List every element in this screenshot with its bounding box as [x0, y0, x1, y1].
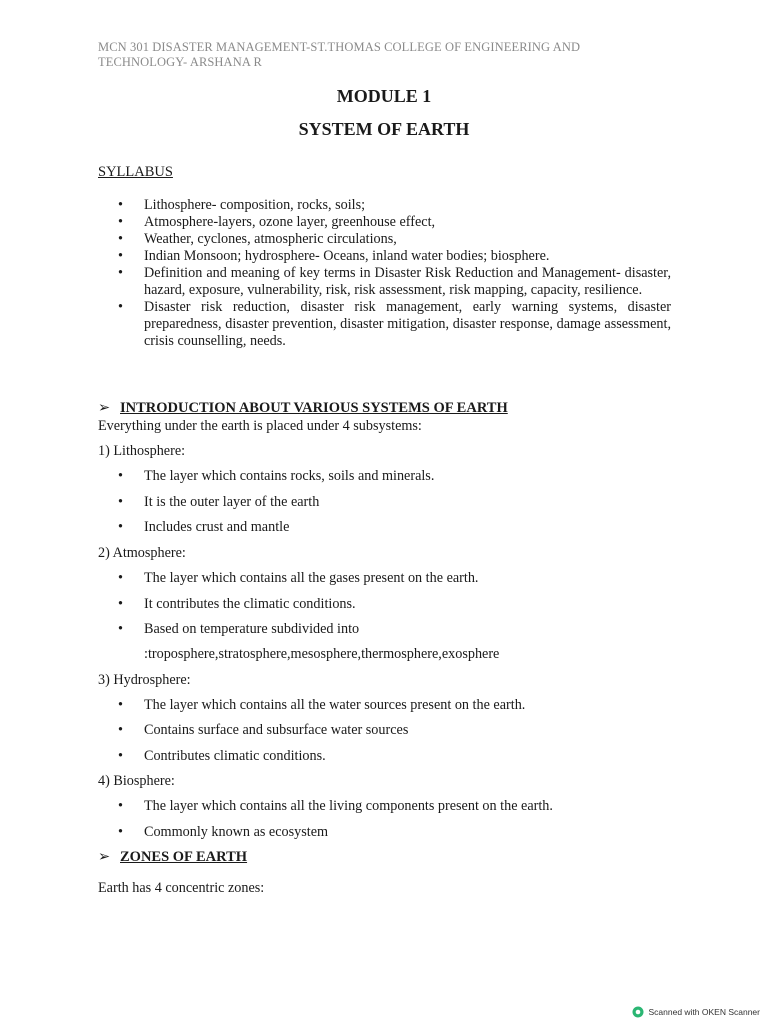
introduction-text: Everything under the earth is placed under 4 subsystems: [98, 418, 422, 434]
list-item: • Based on temperature subdivided into [118, 621, 360, 637]
list-item: • The layer which contains all the living components present on the earth. [118, 798, 553, 814]
syllabus-item: • Lithosphere- composition, rocks, soils; [98, 197, 671, 214]
list-item: • The layer which contains rocks, soils and minerals. [118, 468, 435, 484]
scanner-watermark [632, 1006, 760, 1018]
oken-scanner-logo-icon [632, 1006, 644, 1018]
bullet-icon: • [118, 697, 123, 713]
bullet-icon: • [118, 722, 123, 738]
syllabus-item: • Weather, cyclones, atmospheric circulations, [98, 231, 671, 248]
bullet-icon: • [118, 570, 123, 586]
subsystem-title-biosphere: 4) Biosphere: [98, 773, 175, 789]
subsystem-title-atmosphere: 2) Atmosphere: [98, 545, 186, 561]
subsystem-title-lithosphere: 1) Lithosphere: [98, 443, 186, 459]
syllabus-item: • Definition and meaning of key terms in Disaster Risk Reduction and Management- disaster, hazard, exposure, vulnerability, risk, risk assessment, risk mapping, capacity, resilience. [98, 265, 671, 299]
zones-text: Earth has 4 concentric zones: [98, 880, 265, 896]
zones-heading [98, 849, 247, 866]
bullet-icon: • [118, 798, 123, 814]
document-header-line-1: MCN 301 DISASTER MANAGEMENT-ST.THOMAS COLLEGE OF ENGINEERING AND [98, 40, 581, 54]
introduction-heading-text: INTRODUCTION ABOUT VARIOUS SYSTEMS OF EARTH [120, 400, 508, 416]
scanner-text: Scanned with OKEN Scanner [648, 1007, 760, 1017]
introduction-heading [98, 400, 508, 417]
system-title: SYSTEM OF EARTH [298, 119, 470, 139]
arrow-bullet-icon: ➢ [98, 849, 111, 865]
document-header-line-2: TECHNOLOGY- ARSHANA R [98, 55, 262, 69]
list-item: • It is the outer layer of the earth [118, 494, 320, 510]
bullet-icon: • [118, 468, 123, 484]
bullet-icon: • [118, 824, 123, 840]
list-item: • Commonly known as ecosystem [118, 824, 329, 840]
module-title: MODULE 1 [336, 86, 432, 106]
list-item: • The layer which contains all the water sources present on the earth. [118, 697, 526, 713]
arrow-bullet-icon: ➢ [98, 400, 111, 416]
list-item: • Includes crust and mantle [118, 519, 290, 535]
list-item-continuation: :troposphere,stratosphere,mesosphere,thermosphere,exosphere [144, 646, 500, 662]
list-item: • The layer which contains all the gases present on the earth. [118, 570, 479, 586]
syllabus-item: • Disaster risk reduction, disaster risk management, early warning systems, disaster preparedness, disaster prevention, disaster mitigation, disaster response, damage assessment, crisis counselling, needs. [98, 299, 671, 350]
bullet-icon: • [118, 494, 123, 510]
syllabus-list [98, 197, 671, 350]
syllabus-heading: SYLLABUS [98, 164, 173, 180]
subsystem-title-hydrosphere: 3) Hydrosphere: [98, 672, 191, 688]
syllabus-item: • Atmosphere-layers, ozone layer, greenhouse effect, [98, 214, 671, 231]
zones-heading-text: ZONES OF EARTH [120, 849, 248, 865]
bullet-icon: • [118, 519, 123, 535]
list-item: • It contributes the climatic conditions. [118, 596, 356, 612]
list-item: • Contributes climatic conditions. [118, 748, 326, 764]
bullet-icon: • [118, 596, 123, 612]
list-item: • Contains surface and subsurface water sources [118, 722, 409, 738]
bullet-icon: • [118, 748, 123, 764]
syllabus-item: • Indian Monsoon; hydrosphere- Oceans, inland water bodies; biosphere. [98, 248, 671, 265]
bullet-icon: • [118, 621, 123, 637]
